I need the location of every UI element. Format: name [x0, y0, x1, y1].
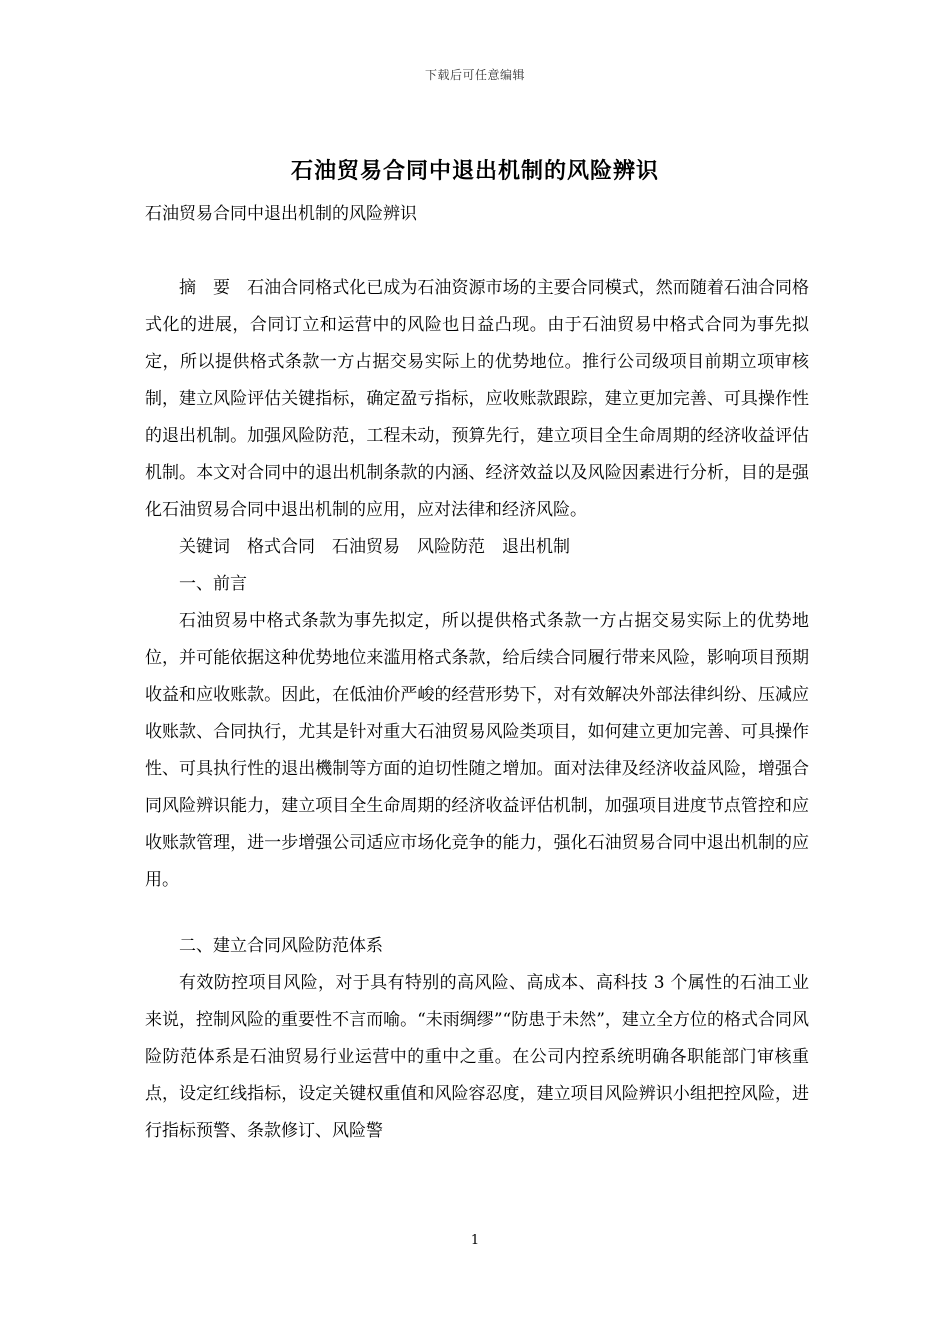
document-title: 石油贸易合同中退出机制的风险辨识 — [290, 158, 659, 184]
blank-line — [145, 233, 809, 270]
page-number: 1 — [470, 1233, 480, 1248]
page-header: 下载后可任意编辑 — [424, 68, 525, 82]
section-heading-preface: 一、前言 — [179, 574, 247, 594]
document-body — [145, 196, 809, 1150]
preface-paragraph: 石油贸易中格式条款为事先拟定，所以提供格式条款一方占据交易实际上的优势地位，并可能依据这种优势地位来滥用格式条款，给后续合同履行带来风险，影响项目预期收益和应收账款。因此，在低油价严峻的经营形势下，对有效解决外部法律纠纷、压减应收账款、合同执行，尤其是针对重大石油贸易风险类项目，如何建立更加完善、可具操作性、可具执行性的退出機制等方面的迫切性随之增加。面对法律及经济收益风险，增强合同风险辨识能力，建立项目全生命周期的经济收益评估机制，加强项目进度节点管控和应收账款管理，进一步增强公司适应市场化竞争的能力，强化石油贸易合同中退出机制的应用。 — [145, 611, 809, 890]
section-heading-risk-system: 二、建立合同风险防范体系 — [179, 936, 383, 956]
document-subtitle: 石油贸易合同中退出机制的风险辨识 — [145, 204, 417, 224]
keywords-line: 关键词 格式合同 石油贸易 风险防范 退出机制 — [179, 537, 570, 557]
blank-line — [145, 899, 809, 928]
abstract-paragraph: 摘 要 石油合同格式化已成为石油资源市场的主要合同模式，然而随着石油合同格式化的进展，合同订立和运营中的风险也日益凸现。由于石油贸易中格式合同为事先拟定，所以提供格式条款一方占据交易实际上的优势地位。推行公司级项目前期立项审核制，建立风险评估关键指标，确定盈亏指标，应收账款跟踪，建立更加完善、可具操作性的退出机制。加强风险防范，工程未动，预算先行，建立项目全生命周期的经济收益评估机制。本文对合同中的退出机制条款的内涵、经济效益以及风险因素进行分析，目的是强化石油贸易合同中退出机制的应用，应对法律和经济风险。 — [145, 278, 809, 520]
risk-system-paragraph: 有效防控项目风险，对于具有特别的高风险、高成本、高科技 3 个属性的石油工业来说，控制风险的重要性不言而喻。“未雨绸缪”“防患于未然”，建立全方位的格式合同风险防范体系是石油贸易行业运营中的重中之重。在公司内控系统明确各职能部门审核重点，设定红线指标，设定关键权重值和风险容忍度，建立项目风险辨识小组把控风险，进行指标预警、条款修订、风险警 — [145, 973, 809, 1141]
